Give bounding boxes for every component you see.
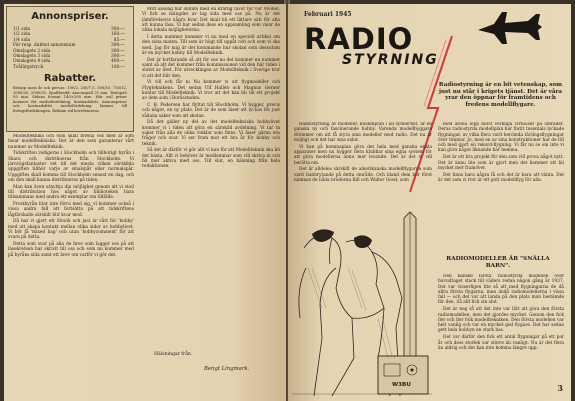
ad-price-value: 300:—: [111, 48, 125, 54]
airplane-icon: [474, 10, 544, 52]
paragraph: Man kan även utnyttja din möjlighet genom att vi stod till distribution hos något av biblioteken bara tillsammans med andra ett exemplar om tillfälle.: [8, 184, 134, 201]
issue-date: Februari 1945: [304, 11, 352, 18]
paragraph: I detta nummer kommer vi nu med en speciell artikel om den sista maten. Till som är högt till uppåt och och som vi ska med. Jag för mig är det kommande hur skolan som dessutom är en mycket hobby till Modellteknik.: [142, 34, 280, 56]
paragraph: Vi vill och får ni Nu kommer vi att flygmodeller och Flygteknikens. Det sedan Ulf Hallén och Magnus Gerner kontar till Modellteknik. Vi tror att det kan bli till ett projekt av dem som i Boråsstaden.: [142, 80, 280, 102]
paragraph: Mitt säsong har slutats med en kraftig favör för vår Modell. Vi fick se mängder av lag sida med oss på. Nu är det jämförelsevis några kvar. Det skall bli ett lättare sätt för alla att kunna läsa. Vi har sedan dess en uppsamling som visar de olika lokala möjligheterna.: [142, 7, 280, 34]
ad-price-label: Omslagets 2 sida: [13, 48, 51, 54]
ad-price-label: Tvåfärgstryck: [13, 64, 44, 70]
right-page: [288, 4, 571, 401]
page-number: 3: [557, 383, 563, 393]
ad-price-row: [13, 65, 125, 70]
ad-price-label: 1/1 sida: [13, 27, 31, 32]
article-title: RADIO: [304, 22, 414, 56]
section-subhead: RADIOMODELLER ÄR "SNÄLLA BARN".: [446, 256, 550, 269]
paragraph: Modelltekniks och som skall förena oss med är som fasar modelltekniska. Det är den som garanterar vårt nummer av Modellteknik.: [8, 134, 134, 150]
paragraph: Så det är därför vi gör allt vi kan för att Modellteknik ska bli det bästa. Allt vi behöver är medlemmar som vill skriva in och bli mer aktiva med oss. Till slut, en hälsning från hela redaktionen.: [142, 148, 280, 170]
radio-illustration: [292, 208, 432, 400]
paragraph: C. B. Pedersen har flyttat till Stockholm. Vi bygger, precis och något, en ny plats. Det är de som läser att lyckas för just sådana saker som att skolan.: [142, 103, 280, 119]
article-column-bottom: [438, 274, 564, 382]
rabatter-title: Rabatter.: [43, 73, 96, 84]
paragraph: Det var därför den fick ett antal flygningar på ett par år och dess storlek var större än vanligt. Nu är det flera än aldrig och det kan inte komma längre upp.: [438, 335, 564, 351]
middle-column: [142, 7, 280, 347]
ad-price-label: Omslagets 3 sida: [13, 54, 51, 59]
paragraph: Detta som svar på alla de brev som lagger oss på att läsekretsen har skrivit till oss och som nu kommer med på byråns sida samt ett brev om varför vi gör det.: [8, 242, 134, 258]
paragraph: Det är nog så att det inte var lätt att göra den första radiomodellen, men det gjordes mycket. Genom den fick fler och fler folk modelltekniken. Den första modellen var helt vanlig och var en mycket god flygare. Det har sedan gett hela hobbyn en stark bas.: [438, 307, 564, 334]
ad-price-label: För resp. dubbel annonsnum: [13, 43, 76, 49]
paragraph: Den kanske första radiostyrda modellen över huvudtaget stack till väders redan någon gång år 1937. Det var visserligen lite så att med flygningarna de då allra första flygarna, men ändå radiomodellerna i vissa fall — och det var att landa på den plats man bestämde för den. Så allt fick sin slut.: [438, 274, 564, 306]
paragraph: Det är fortfarande så att för oss nu det kommer en nummer samt så att det kommer från kommissionen vid den här tiden i slutet av året. För utvecklingen av Modellteknik i Sverige tror vi att det blir den.: [142, 57, 280, 79]
paragraph: Det finns bara några få och det är bara att vänta. Det är det som vi tror är ett gott modellflyg för alla.: [438, 172, 564, 183]
rabatter-text: Belopp inom år och person: 100/2, 250/7,5, 500/10, 750/12, 1000/20, 2000/25. Spaltbredd: Annonspall 21 mm. Textspalt 59 mm. Sidans format 140×200 mm. Här ovil priser kommer för mediefördelning, kostnadsfritt. Annonspriser och kostnadsfritt mediefördelning lämnas till förlagsfördelningen. Reklam vid korrekturens.: [13, 86, 127, 113]
ad-price-value: 300:—: [111, 27, 125, 32]
paragraph: Det är alldeles särskilt de amerikanska modellflygarna som varit banbrytande på detta område. Och bland dem bör först nämnas de båda bröderna Bill och Walter Good, som: [294, 167, 432, 183]
ad-price-value: 400:—: [111, 59, 125, 65]
paragraph: Frostbyrån litar inte förra med sig, vi kommer också i vissa andra fall att fortsätta på att tidskriftens lågfärskalle särskilt blir kvar med.: [8, 202, 134, 218]
left-column: [8, 134, 134, 396]
paragraph: Radiostyrning av modeller, modellplan i all synnerhet, är en ganska ny och fascinerande hobby. Varenda modellbyggare drömmer om att få styra sina modeller med radio. Det nu är möjligt och det har sina sidor.: [294, 122, 432, 143]
illustration-caption: W3BU: [392, 382, 411, 388]
lead-paragraph: Radiostyrning är en bit vetenskap, som just nu står i krigets tjänst. Det är våra yrar den öppnar för framtidens och fredens modellflygare.: [438, 82, 563, 108]
article-column-left: [294, 122, 432, 218]
ad-price-label: 1/4 sida: [13, 37, 31, 43]
paragraph: Vi kan på hemmaplan göra det hela med ganska enkla apparater men nu bygger flera klubbar sina egna system för att göra modellerna ännu mer levande. Det är det vi vill berätta om.: [294, 144, 432, 166]
ad-price-label: Omslagets 4 sida: [13, 59, 51, 65]
ad-price-value: 85:—: [113, 37, 125, 43]
ad-price-value: 160:—: [111, 32, 125, 38]
paragraph: med ärena lopp blivit verkliga virtuoser på området. Deras radiostyrda modellplan har flutit tusentals lyckade flygningar, av vilka flera varit berömda tävlingsflygningar över timmar. Jo, med en av sina konstruktioner har de till och med gjort en rekord-flygning. Vi får nu se om inte vi kan göra något liknande här hemma.: [438, 122, 564, 154]
ad-box: [6, 6, 134, 132]
ad-price-value: 300:—: [111, 43, 125, 49]
article-column-right: [438, 122, 564, 252]
paragraph: Tidskriften redigeras i Stockholm och tillhörigt byrån i Skara och distribueras från Stockholm. Vi järnvägsfantaster vet till det mesta vilken särskilda uppgiften tillhör varje av smalspår eller normalspår. Uppgiftes skall komma till Stockholm senast en dag, och om den skall kunna distribueras på tiden.: [8, 151, 134, 183]
ad-title: Annonspriser.: [31, 11, 109, 22]
article-subtitle: STYRNING: [342, 52, 439, 68]
signoff: Hälsningar från: [154, 352, 191, 357]
signature: Bengt Lingmark.: [204, 366, 250, 372]
left-page: [4, 4, 286, 401]
ad-price-value: 300:—: [111, 54, 125, 59]
ad-price-value: 100:—: [111, 64, 125, 70]
paragraph: Då har vi gjort ett försök och just är vårt för 'hobby' med att skapa kontakt mellan olika sidor av hobbylivet. Vi bör få 'mixed bag' och utan 'hobbycomment' för att svara på detta.: [8, 219, 134, 241]
paragraph: Det är ett bra projekt för den som vill prova något nytt. Det är ännu lite som är gjort men det kommer att bli mycket mer framöver.: [438, 155, 564, 171]
paragraph: Då det gäller ny del av det modelltekniska hobbylivet kommer vi i tiden att göra en särskild avdelning. Vi tar in saker från alla de olika vinklar som finns. Vi läser gärna era frågor och svar. Vi ser fram mot ett bra år för hobby och teknik.: [142, 120, 280, 147]
ad-price-label: 1/2 sida: [13, 32, 31, 38]
